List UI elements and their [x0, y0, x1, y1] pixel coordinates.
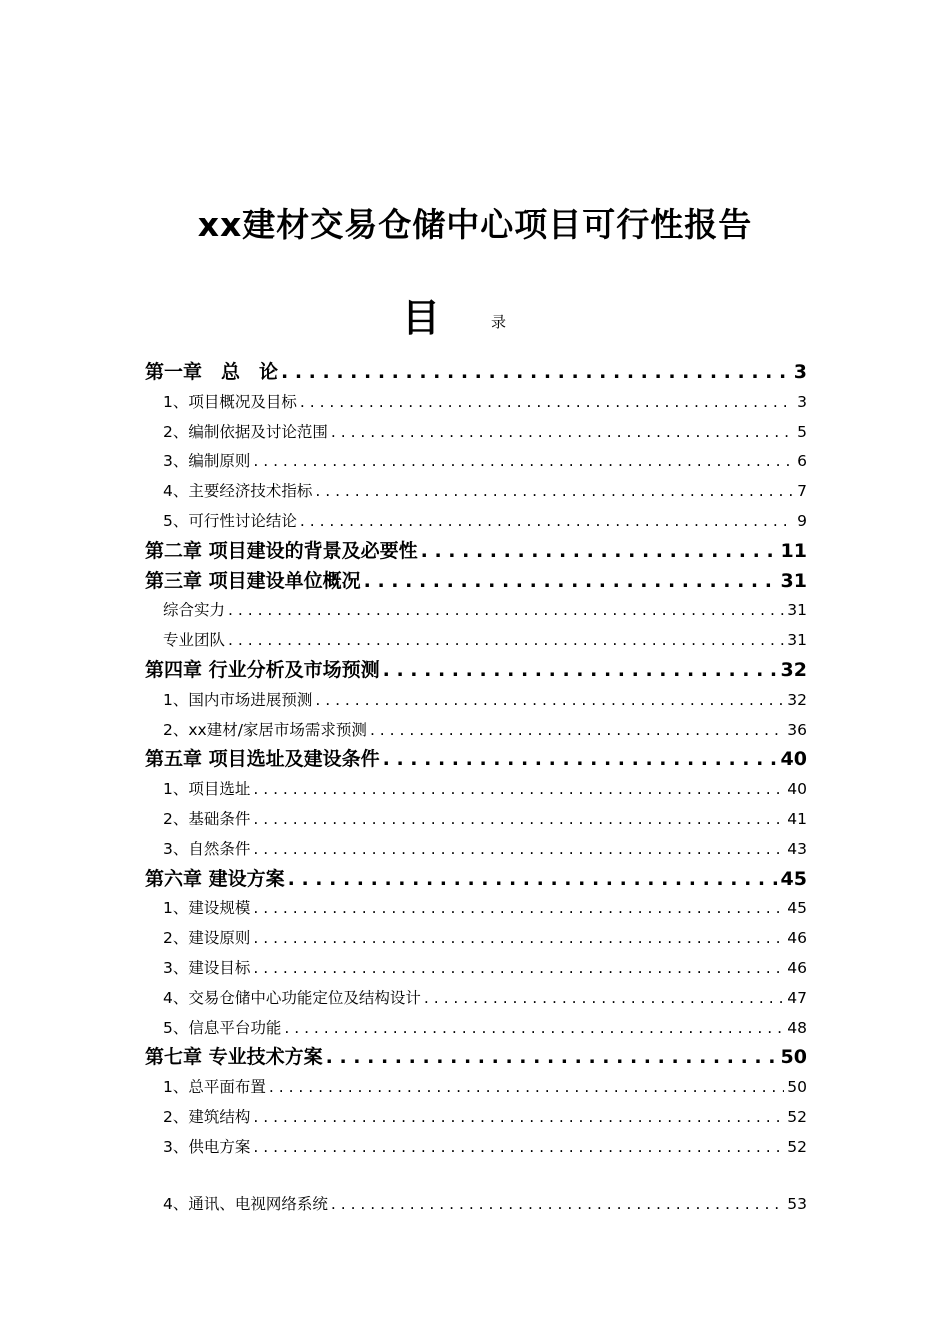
toc-chapter-entry[interactable]	[145, 1042, 807, 1072]
toc-dot-leader	[383, 655, 778, 685]
toc-page-number: 31	[787, 601, 807, 620]
toc-entry-label: 2、编制依据及讨论范围	[163, 422, 328, 441]
toc-entry-label: 第六章 建设方案	[145, 867, 285, 890]
toc-entry-label: 3、建设目标	[163, 959, 251, 977]
toc-page-number: 3	[797, 392, 807, 411]
toc-entry-label: 第三章 项目建设单位概况	[145, 569, 361, 592]
toc-page-number: 40	[787, 780, 807, 799]
toc-entry-label: 3、编制原则	[163, 452, 251, 471]
toc-section-entry[interactable]	[163, 715, 807, 745]
toc-section-entry[interactable]	[163, 834, 807, 864]
toc-dot-leader	[228, 595, 784, 625]
toc-dot-leader	[253, 774, 784, 804]
toc-chapter-entry[interactable]	[145, 566, 807, 596]
toc-dot-leader	[370, 715, 784, 745]
toc-dot-leader	[253, 893, 784, 923]
toc-page-number: 45	[787, 899, 807, 918]
toc-page-number: 40	[780, 748, 807, 771]
toc-entry-label: 5、可行性讨论结论	[163, 512, 297, 530]
toc-chapter-entry[interactable]	[145, 864, 807, 894]
toc-chapter-entry[interactable]	[145, 655, 807, 685]
toc-section-entry[interactable]	[163, 1189, 807, 1219]
toc-entry-label: 4、交易仓储中心功能定位及结构设计	[163, 988, 421, 1007]
toc-entry-label: 第四章 行业分析及市场预测	[145, 659, 380, 681]
toc-entry-label: 1、建设规模	[163, 899, 251, 918]
toc-section-entry[interactable]	[163, 625, 807, 655]
toc-page-number: 31	[787, 631, 807, 650]
toc-entry-label: 1、总平面布置	[163, 1078, 266, 1097]
toc-dot-leader	[253, 1102, 784, 1132]
toc-page-number: 5	[797, 422, 807, 441]
toc-section-entry[interactable]	[163, 1072, 807, 1102]
toc-section-entry[interactable]	[163, 804, 807, 834]
toc-entry-label: 1、项目选址	[163, 780, 251, 799]
toc-page-number: 31	[780, 569, 807, 592]
toc-page-number: 43	[787, 839, 807, 858]
toc-entry-label: 1、国内市场进展预测	[163, 690, 313, 709]
toc-section-entry[interactable]	[163, 983, 807, 1013]
toc-entry-label: 第二章 项目建设的背景及必要性	[145, 539, 418, 562]
toc-page-number: 9	[797, 512, 807, 530]
toc-page-number: 46	[787, 959, 807, 977]
toc-heading-mu: 目	[402, 296, 441, 340]
toc-dot-leader	[228, 625, 784, 655]
toc-entry-label: 专业团队	[163, 631, 226, 650]
toc-page-number: 45	[780, 867, 807, 890]
toc-page-number: 32	[780, 659, 807, 681]
toc-dot-leader	[269, 1072, 784, 1102]
toc-chapter-entry[interactable]	[145, 536, 807, 566]
toc-section-entry[interactable]	[163, 893, 807, 923]
toc-heading	[0, 290, 950, 350]
toc-dot-leader	[364, 566, 778, 596]
toc-entry-label: 2、xx建材/家居市场需求预测	[163, 720, 367, 739]
toc-dot-leader	[331, 1189, 784, 1219]
toc-page-number: 46	[787, 929, 807, 948]
toc-entry-label: 2、建设原则	[163, 929, 251, 948]
toc-dot-leader	[253, 923, 784, 953]
toc-page-number: 41	[787, 810, 807, 828]
toc-dot-leader	[326, 1042, 778, 1072]
toc-page-number: 6	[797, 452, 807, 471]
toc-page-number: 32	[787, 690, 807, 709]
toc-dot-leader	[300, 387, 794, 417]
toc-entry-label: 3、自然条件	[163, 839, 251, 858]
toc-section-entry[interactable]	[163, 476, 807, 506]
toc-entry-label: 4、通讯、电视网络系统	[163, 1194, 328, 1213]
toc-page-number: 11	[780, 539, 807, 562]
toc-dot-leader	[421, 536, 778, 566]
toc-dot-leader	[300, 506, 794, 536]
toc-dot-leader	[284, 1013, 784, 1043]
toc-dot-leader	[331, 417, 794, 447]
toc-page-number: 48	[787, 1018, 807, 1037]
toc-page-number: 47	[787, 988, 807, 1007]
toc-dot-leader	[288, 864, 778, 894]
toc-entry-label: 5、信息平台功能	[163, 1018, 282, 1037]
toc-dot-leader	[253, 1132, 784, 1162]
document-title: xx建材交易仓储中心项目可行性报告	[197, 205, 753, 244]
toc-section-entry[interactable]	[163, 446, 807, 476]
toc-section-entry[interactable]	[163, 417, 807, 447]
toc-section-entry[interactable]	[163, 595, 807, 625]
toc-chapter-entry[interactable]	[145, 357, 807, 387]
toc-dot-leader	[383, 744, 778, 774]
toc-section-entry[interactable]	[163, 1102, 807, 1132]
toc-entry-label: 第一章 总 论	[145, 361, 279, 383]
toc-heading-lu: 录	[491, 313, 507, 331]
toc-dot-leader	[253, 834, 784, 864]
toc-entry-label: 3、供电方案	[163, 1137, 251, 1156]
toc-page-number: 36	[787, 720, 807, 739]
toc-section-entry[interactable]	[163, 1013, 807, 1043]
toc-entry-label: 2、基础条件	[163, 810, 251, 828]
toc-dot-leader	[315, 685, 784, 715]
toc-dot-leader	[315, 476, 794, 506]
toc-page-number: 53	[787, 1194, 807, 1213]
toc-entry-label: 2、建筑结构	[163, 1108, 251, 1126]
toc-page-number: 7	[797, 482, 807, 501]
toc-page-number: 50	[780, 1046, 807, 1069]
toc-chapter-entry[interactable]	[145, 744, 807, 774]
toc-dot-leader	[253, 953, 784, 983]
toc-section-entry[interactable]	[163, 923, 807, 953]
toc-section-entry[interactable]	[163, 774, 807, 804]
toc-dot-leader	[281, 357, 791, 387]
toc-page-number: 3	[793, 361, 807, 383]
toc-dot-leader	[424, 983, 784, 1013]
toc-dot-leader	[253, 804, 784, 834]
toc-entry-label: 综合实力	[163, 601, 226, 620]
toc-section-entry[interactable]	[163, 506, 807, 536]
toc-entry-label: 4、主要经济技术指标	[163, 482, 313, 501]
toc-section-entry[interactable]	[163, 953, 807, 983]
toc-entry-label: 1、项目概况及目标	[163, 392, 297, 411]
toc-entry-label: 第七章 专业技术方案	[145, 1046, 323, 1069]
toc-section-entry[interactable]	[163, 387, 807, 417]
toc-page-number: 52	[787, 1137, 807, 1156]
toc-entry-label: 第五章 项目选址及建设条件	[145, 748, 380, 771]
toc-dot-leader	[253, 446, 794, 476]
toc-page-number: 50	[787, 1078, 807, 1097]
toc-section-entry[interactable]	[163, 685, 807, 715]
toc-section-entry[interactable]	[163, 1132, 807, 1162]
toc-page-number: 52	[787, 1108, 807, 1126]
